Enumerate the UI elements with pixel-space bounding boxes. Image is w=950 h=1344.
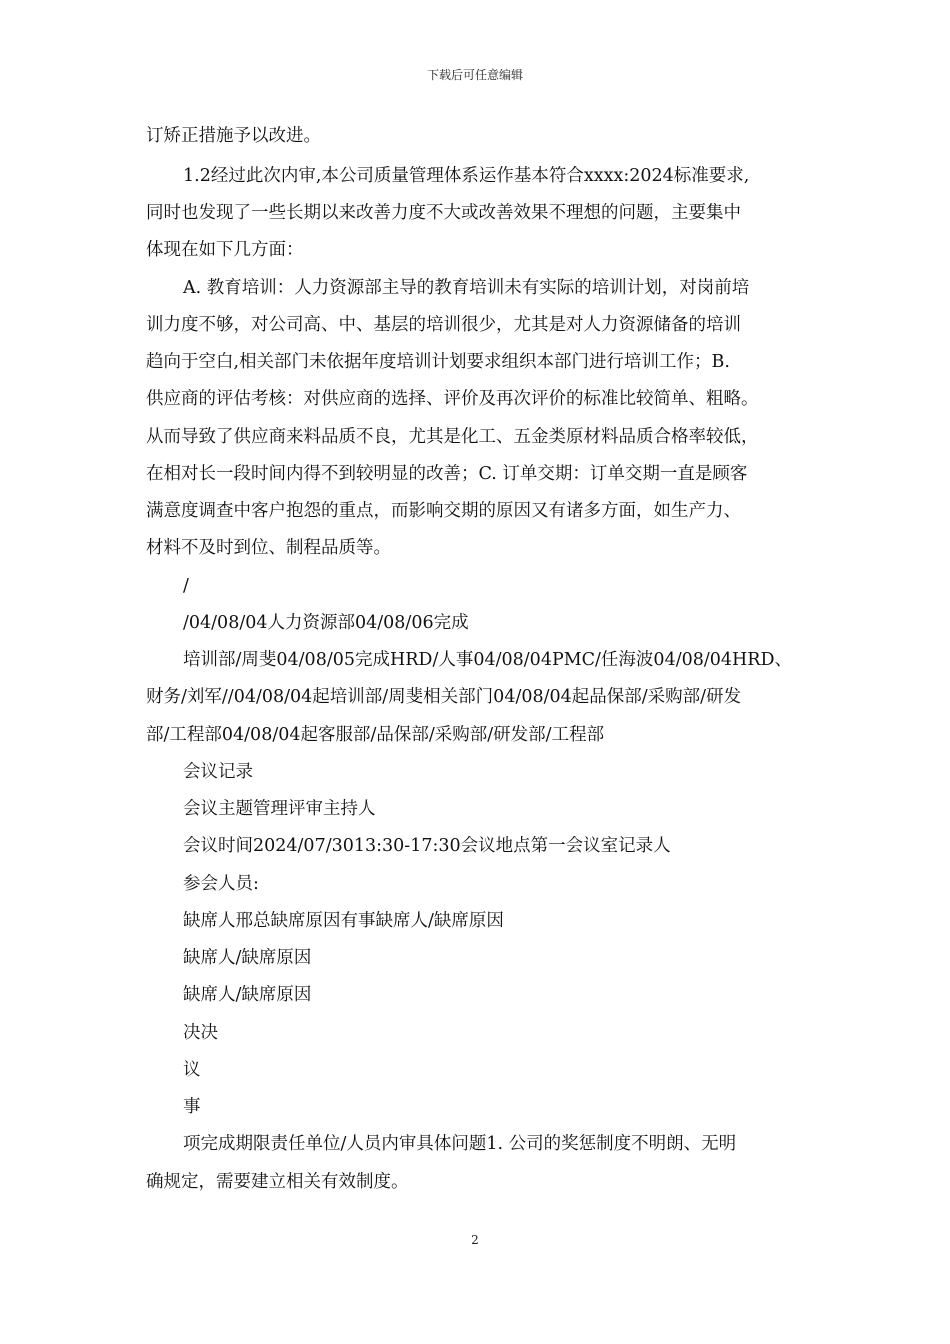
text-line: 参会人员: <box>183 874 259 894</box>
text-line: 1.2经过此次内审,本公司质量管理体系运作基本符合xxxx:2024标准要求, <box>183 166 750 186</box>
text-line: 同时也发现了一些长期以来改善力度不大或改善效果不理想的问题，主要集中 <box>146 203 741 223</box>
text-line: 体现在如下几方面： <box>146 240 304 260</box>
text-line: 事 <box>183 1097 201 1117</box>
text-line: 议 <box>183 1060 201 1080</box>
text-line: 在相对长一段时间内得不到较明显的改善；C. 订单交期：订单交期一直是顾客 <box>146 464 748 484</box>
text-line: 会议时间2024/07/3013:30-17:30会议地点第一会议室记录人 <box>183 836 671 856</box>
text-line: 项完成期限责任单位/人员内审具体问题1. 公司的奖惩制度不明朗、无明 <box>183 1134 737 1154</box>
text-line: 决决 <box>183 1023 218 1043</box>
text-line: 确规定，需要建立相关有效制度。 <box>146 1172 409 1192</box>
text-line: /04/08/04人力资源部04/08/06完成 <box>183 613 469 633</box>
text-line: 满意度调查中客户抱怨的重点，而影响交期的原因又有诸多方面，如生产力、 <box>146 501 741 521</box>
text-line: 从而导致了供应商来料品质不良，尤其是化工、五金类原材料品质合格率较低， <box>146 427 759 447</box>
page-header: 下载后可任意编辑 <box>426 68 523 82</box>
text-line: 订矫正措施予以改进。 <box>146 126 321 146</box>
text-line: 缺席人邢总缺席原因有事缺席人/缺席原因 <box>183 911 504 931</box>
text-line: 部/工程部04/08/04起客服部/品保部/采购部/研发部/工程部 <box>146 725 605 745</box>
text-line: 培训部/周斐04/08/05完成HRD/人事04/08/04PMC/任海波04/08/04HRD、 <box>183 650 792 670</box>
text-line: 财务/刘军//04/08/04起培训部/周斐相关部门04/08/04起品保部/采购部/研发 <box>146 687 742 707</box>
page-number: 2 <box>471 1233 479 1247</box>
text-line: 缺席人/缺席原因 <box>183 985 312 1005</box>
text-line: / <box>183 576 189 596</box>
text-line: A. 教育培训：人力资源部主导的教育培训未有实际的培训计划，对岗前培 <box>183 278 750 298</box>
text-line: 供应商的评估考核：对供应商的选择、评价及再次评价的标准比较简单、粗略。 <box>146 389 759 409</box>
text-line: 会议主题管理评审主持人 <box>183 799 376 819</box>
text-line: 缺席人/缺席原因 <box>183 948 312 968</box>
text-line: 训力度不够，对公司高、中、基层的培训很少，尤其是对人力资源储备的培训 <box>146 315 741 335</box>
text-line: 材料不及时到位、制程品质等。 <box>146 538 391 558</box>
text-line: 趋向于空白,相关部门未依据年度培训计划要求组织本部门进行培训工作；B. <box>146 352 730 372</box>
text-line: 会议记录 <box>183 762 253 782</box>
